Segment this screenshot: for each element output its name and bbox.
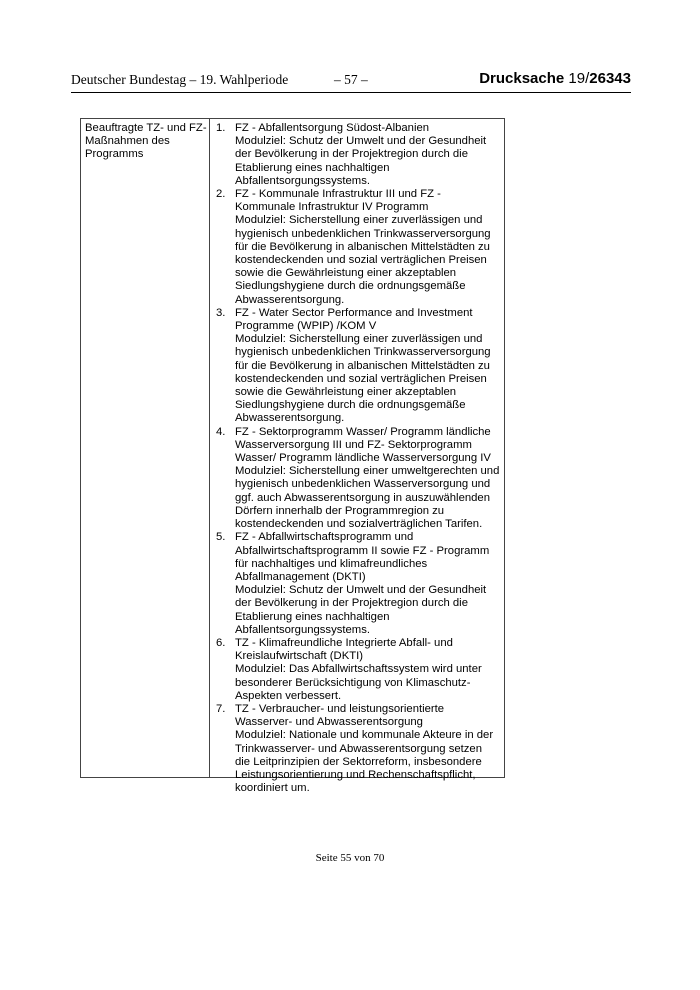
header-publication: Deutscher Bundestag – 19. Wahlperiode xyxy=(71,72,289,87)
item-goal: Modulziel: Sicherstellung einer zuverlässigen und hygienisch unbedenklichen Trinkwasserversorgung für die Bevölkerung in albanischen Mittelstädten zu kostendeckenden und sozial verträglichen Preisen sowie die Gewährleistung einer akzeptablen Siedlungshygiene durch die ordnungsgemäße Abwasserentsorgung. xyxy=(235,333,491,425)
measures-table xyxy=(80,118,505,795)
item-title: FZ - Kommunale Infrastruktur III und FZ - Kommunale Infrastruktur IV Programm xyxy=(235,188,441,214)
header-page-number: – 57 – xyxy=(334,72,368,87)
item-goal: Modulziel: Nationale und kommunale Akteure in der Trinkwasserver- und Abwasserentsorgung setzen die Leitprinzipien der Sektorreform, insbesondere Leistungsorientierung und Rechenschaftspflicht, koordiniert um. xyxy=(235,729,494,795)
item-number: 4. xyxy=(216,425,226,438)
list-item xyxy=(216,122,500,188)
item-number: 6. xyxy=(216,636,226,649)
item-number: 1. xyxy=(216,122,226,134)
item-title: FZ - Abfallwirtschaftsprogramm und Abfallwirtschaftsprogramm II sowie FZ - Programm für nachhaltiges und klimafreundliches Abfallmanagement (DKTI) xyxy=(235,531,490,583)
header-doc-number-prefix: 19/ xyxy=(568,70,590,87)
item-goal: Modulziel: Schutz der Umwelt und der Gesundheit der Bevölkerung in der Projektregion durch die Etablierung eines nachhaltigen Abfallentsorgungssystems. xyxy=(235,135,487,187)
page-footer: Seite 55 von 70 xyxy=(315,852,385,864)
column-divider xyxy=(209,119,210,777)
list-item xyxy=(216,426,500,532)
list-item xyxy=(216,307,500,426)
item-title: TZ - Verbraucher- und leistungsorientierte Wasserver- und Abwasserentsorgung xyxy=(235,702,445,729)
item-number: 5. xyxy=(216,531,226,544)
item-title: TZ - Klimafreundliche Integrierte Abfall- und Kreislaufwirtschaft (DKTI) xyxy=(235,636,453,663)
list-item xyxy=(216,637,500,703)
item-number: 7. xyxy=(216,702,226,715)
item-goal: Modulziel: Schutz der Umwelt und der Gesundheit der Bevölkerung in der Projektregion durch die Etablierung eines nachhaltigen Abfallentsorgungssystems. xyxy=(235,584,487,636)
item-goal: Modulziel: Sicherstellung einer zuverlässigen und hygienisch unbedenklichen Trinkwasserversorgung für die Bevölkerung in albanischen Mittelstädten zu kostendeckenden und sozial verträglichen Preisen sowie die Gewährleistung einer akzeptablen Siedlungshygiene durch die ordnungsgemäße Abwasserentsorgung. xyxy=(235,214,491,306)
header-doc-label: Drucksache xyxy=(479,70,565,87)
item-goal: Modulziel: Das Abfallwirtschaftssystem wird unter besonderer Berücksichtigung von Klimaschutz-Aspekten verbessert. xyxy=(235,663,482,702)
item-goal: Modulziel: Sicherstellung einer umweltgerechten und hygienisch unbedenklichen Wasserversorgung und ggf. auch Abwasserentsorgung in auszuwählenden Dörfern innerhalb der Programmregion zu kostendeckenden und sozialverträglichen Tarifen. xyxy=(235,465,500,531)
measures-label-cell: Beauftragte TZ- und FZ-Maßnahmen des Programms xyxy=(85,122,207,161)
list-item xyxy=(216,703,500,795)
list-item xyxy=(216,188,500,307)
item-title: FZ - Water Sector Performance and Investment Programme (WPIP) /KOM V xyxy=(235,306,473,333)
item-number: 3. xyxy=(216,306,226,319)
item-number: 2. xyxy=(216,188,226,201)
item-title: FZ - Abfallentsorgung Südost-Albanien xyxy=(235,122,430,134)
header-doc-number: 26343 xyxy=(589,70,631,87)
measures-list xyxy=(216,122,500,795)
header-document-number xyxy=(479,70,631,87)
list-item xyxy=(216,531,500,637)
item-title: FZ - Sektorprogramm Wasser/ Programm ländliche Wasserversorgung III und FZ- Sektorprogramm Wasser/ Programm ländliche Wasserversorgung IV xyxy=(235,425,491,465)
page-header xyxy=(71,70,631,93)
